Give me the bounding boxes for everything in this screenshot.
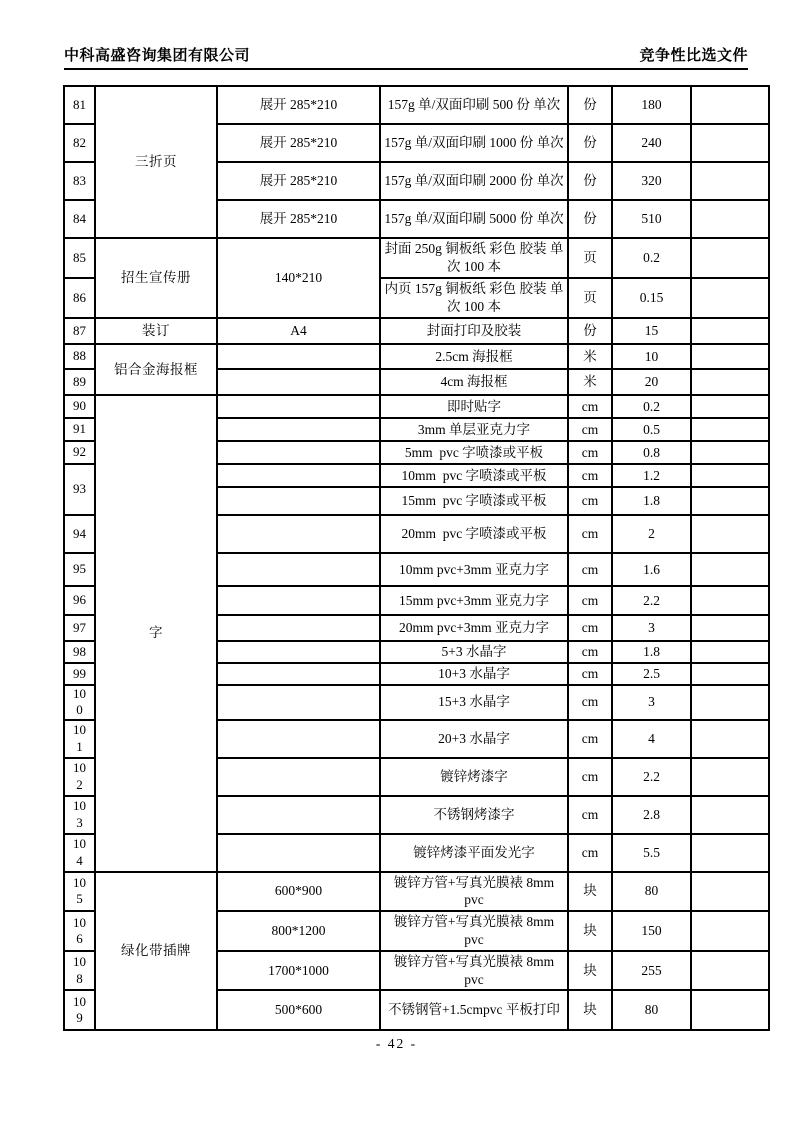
unit-cell: 米 (568, 369, 612, 395)
remark-cell (691, 395, 769, 418)
spec-cell: 500*600 (217, 990, 380, 1030)
category-cell: 绿化带插牌 (95, 872, 217, 1031)
price-cell: 80 (612, 872, 691, 912)
desc-cell: 15mm pvc+3mm 亚克力字 (380, 586, 568, 615)
remark-cell (691, 615, 769, 641)
desc-cell: 镀锌方管+写真光膜裱 8mm pvc (380, 911, 568, 951)
price-cell: 1.6 (612, 553, 691, 586)
price-cell: 150 (612, 911, 691, 951)
remark-cell (691, 487, 769, 515)
row-number-cell: 102 (64, 758, 95, 796)
remark-cell (691, 586, 769, 615)
price-cell: 320 (612, 162, 691, 200)
spec-cell (217, 796, 380, 834)
remark-cell (691, 796, 769, 834)
table-row (64, 238, 769, 278)
remark-cell (691, 86, 769, 124)
desc-cell: 即时贴字 (380, 395, 568, 418)
row-number-cell: 95 (64, 553, 95, 586)
table-row (64, 86, 769, 124)
spec-cell (217, 487, 380, 515)
price-cell: 2.8 (612, 796, 691, 834)
unit-cell: 块 (568, 951, 612, 991)
unit-cell: 块 (568, 911, 612, 951)
desc-cell: 镀锌方管+写真光膜裱 8mm pvc (380, 872, 568, 912)
remark-cell (691, 758, 769, 796)
unit-cell: 块 (568, 990, 612, 1030)
row-number-cell: 94 (64, 515, 95, 553)
unit-cell: cm (568, 834, 612, 872)
price-cell: 180 (612, 86, 691, 124)
unit-cell: cm (568, 720, 612, 758)
remark-cell (691, 238, 769, 278)
price-cell: 1.8 (612, 487, 691, 515)
row-number-cell: 83 (64, 162, 95, 200)
price-cell: 5.5 (612, 834, 691, 872)
spec-cell (217, 641, 380, 663)
remark-cell (691, 515, 769, 553)
row-number-cell: 96 (64, 586, 95, 615)
table-row (64, 872, 769, 912)
remark-cell (691, 663, 769, 685)
price-cell: 240 (612, 124, 691, 162)
desc-cell: 镀锌方管+写真光膜裱 8mm pvc (380, 951, 568, 991)
unit-cell: cm (568, 615, 612, 641)
desc-cell: 20mm pvc+3mm 亚克力字 (380, 615, 568, 641)
row-number-cell: 104 (64, 834, 95, 872)
unit-cell: 块 (568, 872, 612, 912)
row-number-cell: 92 (64, 441, 95, 464)
remark-cell (691, 344, 769, 369)
unit-cell: cm (568, 487, 612, 515)
category-cell: 铝合金海报框 (95, 344, 217, 395)
remark-cell (691, 990, 769, 1030)
table-row (64, 344, 769, 369)
row-number-cell: 106 (64, 911, 95, 951)
price-cell: 0.15 (612, 278, 691, 318)
spec-cell: 140*210 (217, 238, 380, 318)
remark-cell (691, 872, 769, 912)
spec-cell (217, 464, 380, 487)
page-number: - 42 - (375, 1036, 418, 1051)
spec-cell: 展开 285*210 (217, 200, 380, 238)
remark-cell (691, 200, 769, 238)
spec-cell (217, 441, 380, 464)
price-cell: 255 (612, 951, 691, 991)
unit-cell: 份 (568, 124, 612, 162)
remark-cell (691, 834, 769, 872)
desc-cell: 20mm pvc 字喷漆或平板 (380, 515, 568, 553)
price-cell: 0.8 (612, 441, 691, 464)
spec-cell (217, 369, 380, 395)
company-name: 中科高盛咨询集团有限公司 (64, 48, 251, 64)
price-cell: 0.2 (612, 395, 691, 418)
page-header (64, 44, 748, 70)
spec-cell (217, 344, 380, 369)
row-number-cell: 91 (64, 418, 95, 441)
unit-cell: cm (568, 418, 612, 441)
remark-cell (691, 278, 769, 318)
desc-cell: 15+3 水晶字 (380, 685, 568, 720)
row-number-cell: 85 (64, 238, 95, 278)
document-type-label: 竞争性比选文件 (639, 48, 748, 64)
desc-cell: 镀锌烤漆字 (380, 758, 568, 796)
price-cell: 10 (612, 344, 691, 369)
spec-cell: 展开 285*210 (217, 162, 380, 200)
row-number-cell: 90 (64, 395, 95, 418)
price-cell: 3 (612, 615, 691, 641)
row-number-cell: 99 (64, 663, 95, 685)
remark-cell (691, 418, 769, 441)
unit-cell: cm (568, 663, 612, 685)
row-number-cell: 93 (64, 464, 95, 515)
spec-cell: 800*1200 (217, 911, 380, 951)
spec-cell (217, 418, 380, 441)
desc-cell: 10+3 水晶字 (380, 663, 568, 685)
unit-cell: 份 (568, 200, 612, 238)
row-number-cell: 88 (64, 344, 95, 369)
price-cell: 2 (612, 515, 691, 553)
spec-cell (217, 685, 380, 720)
desc-cell: 10mm pvc 字喷漆或平板 (380, 464, 568, 487)
price-cell: 3 (612, 685, 691, 720)
spec-cell: 1700*1000 (217, 951, 380, 991)
remark-cell (691, 553, 769, 586)
desc-cell: 15mm pvc 字喷漆或平板 (380, 487, 568, 515)
price-cell: 0.2 (612, 238, 691, 278)
price-cell: 80 (612, 990, 691, 1030)
remark-cell (691, 318, 769, 344)
row-number-cell: 86 (64, 278, 95, 318)
desc-cell: 封面打印及胶装 (380, 318, 568, 344)
desc-cell: 不锈钢烤漆字 (380, 796, 568, 834)
category-cell: 字 (95, 395, 217, 872)
row-number-cell: 109 (64, 990, 95, 1030)
spec-cell (217, 615, 380, 641)
unit-cell: cm (568, 553, 612, 586)
row-number-cell: 87 (64, 318, 95, 344)
desc-cell: 157g 单/双面印刷 5000 份 单次 (380, 200, 568, 238)
spec-cell (217, 553, 380, 586)
spec-cell (217, 515, 380, 553)
price-cell: 4 (612, 720, 691, 758)
remark-cell (691, 720, 769, 758)
price-cell: 15 (612, 318, 691, 344)
desc-cell: 4cm 海报框 (380, 369, 568, 395)
row-number-cell: 101 (64, 720, 95, 758)
row-number-cell: 100 (64, 685, 95, 720)
price-cell: 2.2 (612, 758, 691, 796)
spec-cell (217, 834, 380, 872)
desc-cell: 157g 单/双面印刷 500 份 单次 (380, 86, 568, 124)
desc-cell: 157g 单/双面印刷 1000 份 单次 (380, 124, 568, 162)
remark-cell (691, 641, 769, 663)
desc-cell: 5mm pvc 字喷漆或平板 (380, 441, 568, 464)
row-number-cell: 108 (64, 951, 95, 991)
price-cell: 0.5 (612, 418, 691, 441)
unit-cell: cm (568, 441, 612, 464)
spec-cell: 600*900 (217, 872, 380, 912)
unit-cell: 份 (568, 318, 612, 344)
table-row (64, 395, 769, 418)
row-number-cell: 97 (64, 615, 95, 641)
desc-cell: 3mm 单层亚克力字 (380, 418, 568, 441)
row-number-cell: 82 (64, 124, 95, 162)
unit-cell: cm (568, 586, 612, 615)
remark-cell (691, 464, 769, 487)
category-cell: 装订 (95, 318, 217, 344)
price-cell: 510 (612, 200, 691, 238)
price-cell: 1.8 (612, 641, 691, 663)
category-cell: 招生宣传册 (95, 238, 217, 318)
spec-cell: 展开 285*210 (217, 86, 380, 124)
table-row (64, 318, 769, 344)
category-cell: 三折页 (95, 86, 217, 238)
unit-cell: cm (568, 395, 612, 418)
remark-cell (691, 441, 769, 464)
price-cell: 2.2 (612, 586, 691, 615)
desc-cell: 20+3 水晶字 (380, 720, 568, 758)
desc-cell: 封面 250g 铜板纸 彩色 胶装 单次 100 本 (380, 238, 568, 278)
spec-cell (217, 586, 380, 615)
unit-cell: cm (568, 758, 612, 796)
spec-cell (217, 395, 380, 418)
desc-cell: 5+3 水晶字 (380, 641, 568, 663)
remark-cell (691, 951, 769, 991)
spec-cell: A4 (217, 318, 380, 344)
price-cell: 2.5 (612, 663, 691, 685)
remark-cell (691, 685, 769, 720)
unit-cell: cm (568, 685, 612, 720)
spec-cell (217, 758, 380, 796)
unit-cell: 页 (568, 278, 612, 318)
unit-cell: 份 (568, 162, 612, 200)
unit-cell: 页 (568, 238, 612, 278)
remark-cell (691, 911, 769, 951)
unit-cell: 米 (568, 344, 612, 369)
remark-cell (691, 369, 769, 395)
desc-cell: 157g 单/双面印刷 2000 份 单次 (380, 162, 568, 200)
unit-cell: cm (568, 464, 612, 487)
desc-cell: 不锈钢管+1.5cmpvc 平板打印 (380, 990, 568, 1030)
unit-cell: cm (568, 641, 612, 663)
unit-cell: cm (568, 796, 612, 834)
unit-cell: cm (568, 515, 612, 553)
row-number-cell: 84 (64, 200, 95, 238)
row-number-cell: 105 (64, 872, 95, 912)
spec-cell (217, 720, 380, 758)
row-number-cell: 98 (64, 641, 95, 663)
row-number-cell: 103 (64, 796, 95, 834)
spec-cell (217, 663, 380, 685)
desc-cell: 内页 157g 铜板纸 彩色 胶装 单次 100 本 (380, 278, 568, 318)
desc-cell: 10mm pvc+3mm 亚克力字 (380, 553, 568, 586)
desc-cell: 2.5cm 海报框 (380, 344, 568, 369)
price-cell: 20 (612, 369, 691, 395)
spec-cell: 展开 285*210 (217, 124, 380, 162)
unit-cell: 份 (568, 86, 612, 124)
remark-cell (691, 162, 769, 200)
remark-cell (691, 124, 769, 162)
row-number-cell: 89 (64, 369, 95, 395)
desc-cell: 镀锌烤漆平面发光字 (380, 834, 568, 872)
price-table (63, 85, 770, 1031)
price-cell: 1.2 (612, 464, 691, 487)
row-number-cell: 81 (64, 86, 95, 124)
